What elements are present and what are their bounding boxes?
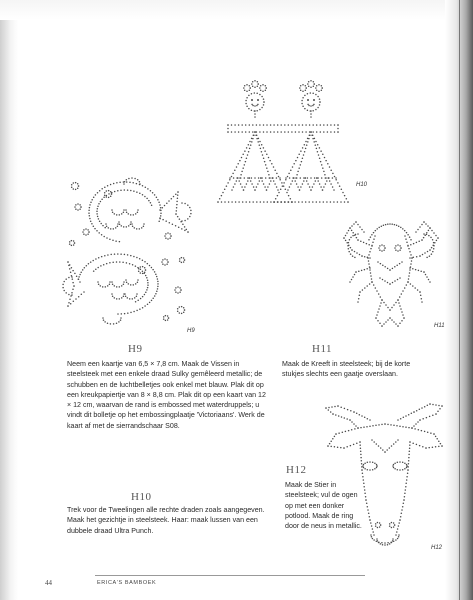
heading-h12: H12 bbox=[286, 464, 307, 476]
paragraph-h11: Maak de Kreeft in steelsteek; bij de korte stukjes slechts een gaatje overslaan. bbox=[282, 360, 411, 379]
heading-h11: H11 bbox=[312, 343, 333, 355]
paragraph-h10: Trek voor de Tweelingen alle rechte draden zoals aangegeven. Maak het gezichtje in steelsteek. Haar: maak lussen van een dubbele draad Ultra Punch. bbox=[67, 506, 265, 535]
fishes-pattern-h9 bbox=[62, 177, 191, 324]
twins-pattern-h10 bbox=[217, 80, 349, 203]
heading-h9: H9 bbox=[128, 343, 143, 355]
pattern-label-h12: H12 bbox=[431, 545, 443, 551]
crab-pattern-h11 bbox=[343, 221, 439, 327]
page-number: 44 bbox=[45, 579, 52, 587]
paragraph-h12: Maak de Stier in steelsteek; vul de ogen op met een donker potlood. Maak de ring door de neus in metallic. bbox=[285, 481, 362, 531]
heading-h10: H10 bbox=[131, 491, 152, 503]
pattern-label-h11: H11 bbox=[434, 323, 445, 329]
footer-rule bbox=[95, 575, 365, 576]
book-title: ERICA'S BAMBOEK bbox=[97, 580, 157, 586]
pattern-label-h10: H10 bbox=[356, 182, 368, 188]
pattern-label-h9: H9 bbox=[187, 328, 195, 334]
paragraph-h9: Neem een kaartje van 6,5 × 7,8 cm. Maak de Vissen in steelsteek met een enkele draad Sulky gemêleerd metallic; de schubben en de luchtbelletjes ook enkel met blauw. Plak dit op een kreukpapiertje van 8 × 8,8 cm. Plak dit op een kaart van 12 × 12 cm, waarvan de rand is embossed met waterdruppels; u vindt dit bolletje op het embossingplaatje 'Victoriaans'. Werk de kaart af met de sierrandschaar S08. bbox=[67, 360, 266, 430]
